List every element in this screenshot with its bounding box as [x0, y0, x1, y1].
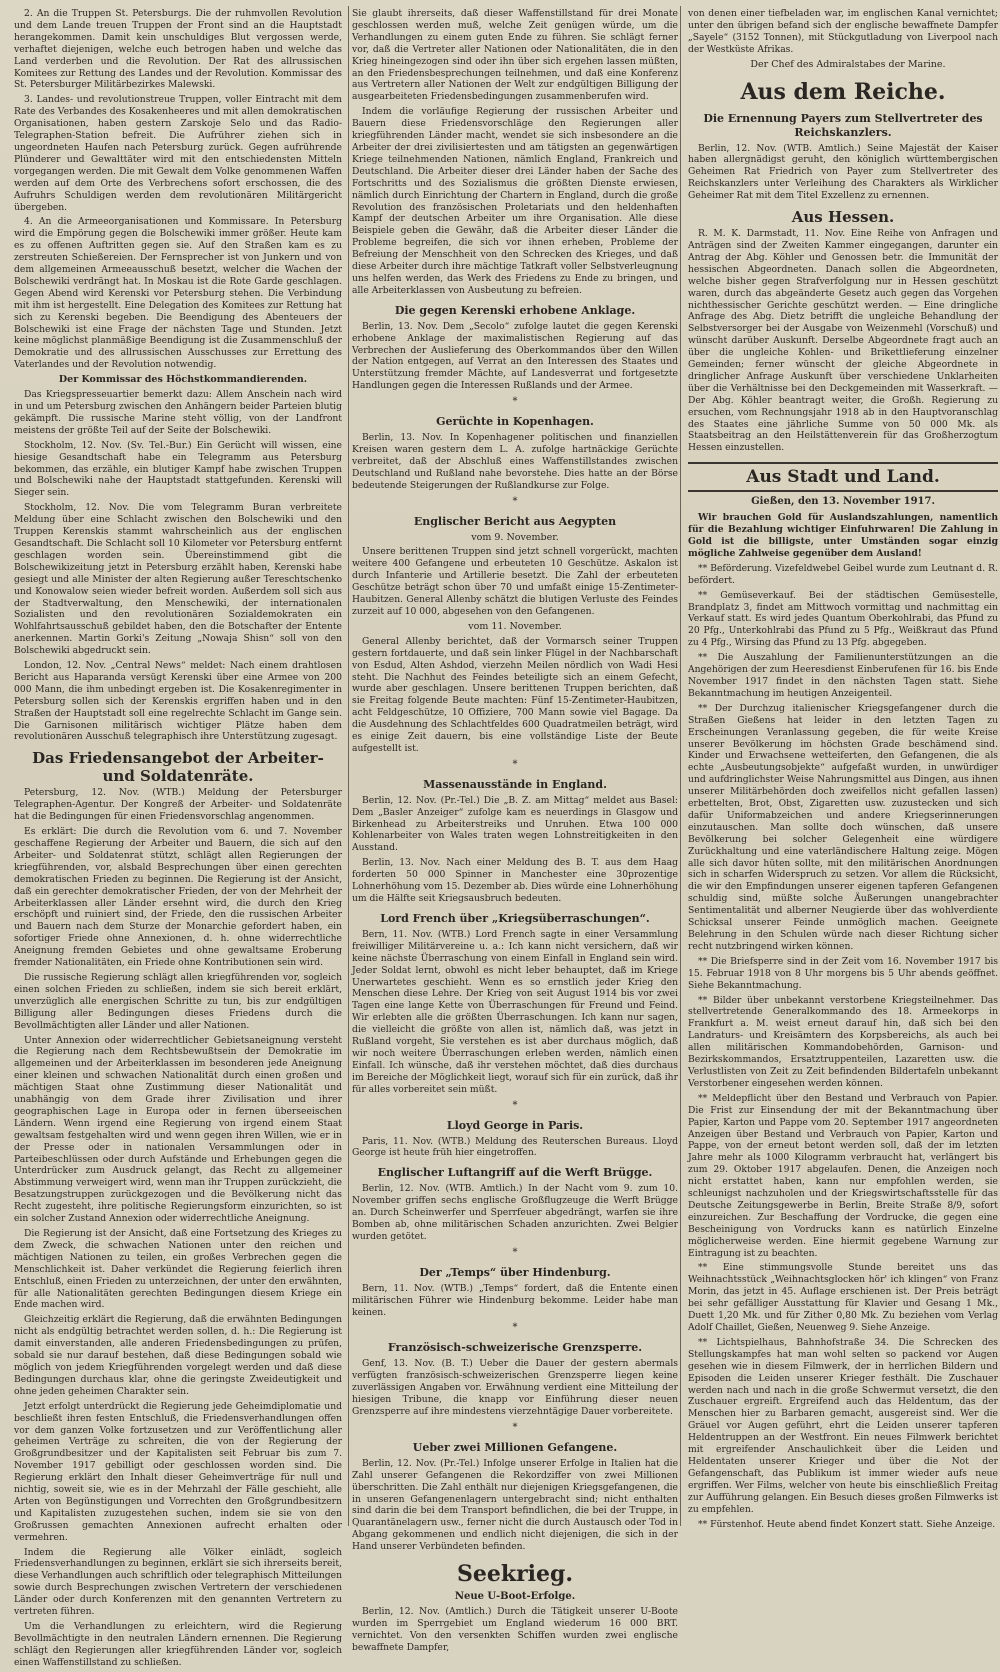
article-paragraph: 3. Landes- und revolutionstreue Truppen, voller Eintracht mit dem Rate des Verbandes des Kosakenheeres und mit allen demokratischen Organisationen, haben gestern Zarskoje Selo und das Radio-Telegraphen-Station befreit. Die Aufrührer ziehen sich in ungeordneten Haufen nach Petersburg zurück. Gegen aufrührende Plünderer und Gewalttäter wird mit den entschiedensten Mitteln vorgegangen werden. Die mit Gewalt dem Volke genommenen Waffen werden auf dem Orte des Verbrechens sofort erschossen, die des Aufruhrs Schuldigen werden dem revolutionären Militärgericht übergeben.	[14, 94, 342, 213]
article-paragraph: Unter Annexion oder widerrechtlicher Gebietsaneignung versteht die Regierung nach dem Rechtsbewußtsein der Demokratie im allgemeinen und der Arbeiterklassen im besonderen jede Aneignung einer kleinen und schwachen Nationalität durch einen großen und mächtigen Staat ohne Zustimmung dieser Nationalität und unabhängig von dem Grade ihrer Zivilisation und ihrer geographischen Lage in Europa oder in fernen überseeischen Ländern. Wenn irgend eine Regierung von irgend einem Staat gewaltsam festgehalten wird und wenn gegen ihren Willen, wie er in der Presse oder in nationalen Versammlungen oder in Parteibeschlüssen oder durch Aufstände und Erhebungen gegen die Unterdrücker zum Ausdruck gelangt, das Recht zu allgemeiner Abstimmung verweigert wird, wenn man ihr Truppen zurückzieht, die Besatzungstruppen zurückgezogen und die Bevölkerung nicht das Recht zugesteht, ihre politische Regierungsform einzurichten, so ist ein solcher Zustand Annexion oder widerrechtliche Aneignung.	[14, 1034, 342, 1225]
article-paragraph: Berlin, 12. Nov. (WTB. Amtlich.) In der Nacht vom 9. zum 10. November griffen sechs englische Großflugzeuge die Werft Brügge an. Durch Scheinwerfer und Sperrfeuer abgedrängt, warfen sie ihre Bomben ab, ohne militärischen Schaden anzurichten. Zwei Belgier wurden getötet.	[352, 1183, 678, 1242]
article-paragraph: Stockholm, 12. Nov. Die vom Telegramm Buran verbreitete Meldung über eine Schlacht zwischen den Bolschewiki und den Truppen Kerenskis stammt wahrscheinlich aus der englischen Gesandtschaft. Die Schlacht soll 10 Kilometer vor Petersburg entfernt geschlagen worden sein. Übereinstimmend gibt die Bolschewikizeitung jetzt in Petersburg erzählt haben, Kerenski habe gesiegt und alle Minister der alten Regierung außer Tereschtschenko und Konowalow seien wieder befreit worden. Außerdem soll sich aus der Stadtverwaltung, den Menschewiki, der internationalen Sozialisten und den revolutionären Sozialdemokraten ein Wohlfahrtsausschuß gebildet haben, den die Botschafter der Entente anerkennen. Martin Gorki's Zeitung „Nowaja Shisn“ soll von den Bolschewiki abgedruckt sein.	[14, 502, 342, 657]
article-paragraph: Das Kriegspresseuartier bemerkt dazu: Allem Anschein nach wird in und um Petersburg zwischen den Anhängern beider Parteien blutig gekämpft. Die russische Marine steht völlig, von der Landfront meistens der größte Teil auf der Seite der Bolschewiki.	[14, 389, 342, 436]
article-paragraph: ** Gemüseverkauf. Bei der städtischen Gemüsestelle, Brandplatz 3, findet am Mittwoch vormittag und nachmittag ein Verkauf statt. Es wird jedes Quantum Oberkohlrabi, das Pfund zu 20 Pfg., Unterkohlrabi das Pfund zu 5 Pfg., Weißkraut das Pfund zu 4 Pfg., Wirsing das Pfund zu 13 Pfg. abgegeben.	[688, 589, 998, 649]
article-paragraph: Berlin, 12. Nov. (Amtlich.) Durch die Tätigkeit unserer U-Boote wurden im Sperrgebiet um England wiederum 16 000 BRT. vernichtet. Von den versenkten Schiffen wurden zwei englische bewaffnete Dampfer,	[352, 1606, 678, 1653]
article-paragraph: Stockholm, 12. Nov. (Sv. Tel.-Bur.) Ein Gerücht will wissen, eine hiesige Gesandtschaft habe ein Telegramm aus Petersburg bekommen, das erzähle, ein blutiger Kampf habe zwischen Truppen und Bolschewiki nahe der Hauptstadt stattgefunden. Kerenski will Sieger sein.	[14, 439, 342, 499]
article-paragraph: Berlin, 13. Nov. Dem „Secolo“ zufolge lautet die gegen Kerenski erhobene Anklage der maximalistischen Regierung auf das Verbrechen der Auslieferung des Oberkommandos über den Willen der Nation entgegen, auf Verrat an den Interessen des Staates und Unterstützung fremder Mächte, auf Landesverrat und fortgesetzte Handlungen gegen die Interessen Rußlands und der Armee.	[352, 320, 678, 392]
article-headline: Lloyd George in Paris.	[446, 1118, 584, 1132]
article-paragraph: Die Regierung ist der Ansicht, daß eine Fortsetzung des Krieges zu dem Zweck, die schwachen Nationen unter den reichen und mächtigen Nationen zu teilen, ein großes Verbrechen gegen die Menschlichkeit ist. Daher verkündet die Regierung feierlich ihren Entschluß, einen Frieden zu unterzeichnen, der unter den erwähnten, für alle Nationalitäten gerechten Bedingungen diesem Kriege ein Ende machen wird.	[14, 1228, 342, 1311]
article-paragraph: ** Beförderung. Vizefeldwebel Geibel wurde zum Leutnant d. R. befördert.	[688, 562, 998, 586]
article-headline: Französisch-schweizerische Grenzsperre.	[387, 1341, 643, 1355]
article-paragraph: ** Die Briefsperre sind in der Zeit vom 16. November 1917 bis 15. Februar 1918 von 8 Uhr morgens bis 5 Uhr abends geöffnet. Siehe Bekanntmachung.	[688, 955, 998, 991]
article-headline: Das Friedensangebot der Arbeiter- und Soldatenräte.	[32, 749, 324, 786]
article-paragraph: ** Bilder über unbekannt verstorbene Kriegsteilnehmer. Das stellvertretende Generalkommando des 18. Armeekorps in Frankfurt a. M. weist erneut darauf hin, daß sich bei den Landraturs- und Kreisämtern des Korpsbereichs, als auch bei allen militärischen Kommandobehörden, Garnison- und Bezirkskommandos, Ersatztruppenteilen, Lazaretten usw. die Verlustlisten von Zeit zu Zeit befindenden Bildertafeln unbekannt Verstorbener eingesehen werden können.	[688, 994, 998, 1089]
article-headline: Der „Temps“ über Hindenburg.	[419, 1265, 611, 1279]
article-paragraph: Berlin, 12. Nov. (WTB. Amtlich.) Seine Majestät der Kaiser haben allergnädigst geruht, den königlich württembergischen Geheimen Rat Friedrich von Payer zum Stellvertreter des Reichskanzlers unter Verleihung des Charakters als Wirklicher Geheimer Rat mit dem Titel Exzellenz zu ernennen.	[688, 142, 998, 202]
article-paragraph: ** Der Durchzug italienischer Kriegsgefangener durch die Straßen Gießens hat leider in den letzten Tagen zu Erscheinungen Veranlassung gegeben, die für weite Kreise unserer Bevölkerung im höchsten Grade beschämend sind. Kinder und Erwachsene wetteiferten, den Gefangenen, die als echte „Ausbeutungsobjekte“ aufgefaßt wurden, in unwürdiger und aufdringlichster Weise Nahrungsmittel aus Dingen, aus ihnen unserer Militärbehörden doch zweifellos nicht gefallen lassen) erbettelten, Brot, Obst, Zigaretten usw. zuzustecken und sich dafür Uniformabzeichen und andere Kriegserinnerungen einzutauschen. Man sollte doch wünschen, daß unsere Bevölkerung bei solcher Gelegenheit eine würdigere Zurückhaltung und eine vaterländischere Haltung zeige. Mögen alle sich davor hüten sollte, mit den militärischen Anordnungen sich in scharfen Widerspruch zu setzen. Vor allem die Rücksicht, die wir den Empfindungen unserer eigenen tapferen Gefangenen schuldig sind, müßte solche Äußerungen unangebrachter Sentimentalität und alberner Neugierde über das wohlverdiente Schicksal unserer Feinde unmöglich machen. Geeignete Belehrung in den Schulen würde nach dieser Richtung sicher recht nutzbringend wirken können.	[688, 702, 998, 952]
column-2	[352, 8, 678, 1672]
separator: *	[512, 1421, 518, 1433]
article-paragraph: Berlin, 13. Nov. In Kopenhagener politischen und finanziellen Kreisen waren gestern dem L. A. zufolge hartnäckige Gerüchte verbreitet, daß der Abschluß eines Waffenstillstandes zwischen Deutschland und Rußland nahe bevorstehe. Dies hatte an der Börse bedeutende Steigerungen der Rußlandkurse zur Folge.	[352, 432, 678, 491]
article-paragraph: Um die Verhandlungen zu erleichtern, wird die Regierung Bevollmächtigte in den neutralen Ländern ernennen. Die Regierung schlägt den Regierungen aller kriegführenden Länder vor, sogleich einen Waffenstillstand zu schließen.	[14, 1621, 342, 1668]
article-paragraph: Indem die Regierung alle Völker einlädt, sogleich Friedensverhandlungen zu beginnen, erklärt sie sich ihrerseits bereit, diese Verhandlungen auch schriftlich oder telegraphisch Mitteilungen sowie durch Besprechungen zwischen Vertretern der verschiedenen Länder oder durch Konferenzen mit den genannten Vertretern zu vertreten führen.	[14, 1546, 342, 1618]
dateline: Gießen, den 13. November 1917.	[751, 496, 935, 508]
article-paragraph: von denen einer tiefbeladen war, im englischen Kanal vernichtet; unter den übrigen befand sich der englische bewaffnete Dampfer „Sayele“ (3152 Tonnen), mit Stückgutladung von Liverpool nach der Westküste Afrikas.	[688, 8, 998, 55]
article-paragraph: Bern, 11. Nov. (WTB.) „Temps“ fordert, daß die Entente einen militärischen Führer wie Hindenburg bekomme. Leider habe man keinen.	[352, 1282, 678, 1318]
article-paragraph: Genf, 13. Nov. (B. T.) Ueber die Dauer der gestern abermals verfügten französisch-schweizerischen Grenzsperre liegen keine zuverlässigen Angaben vor. Erwähnung verdient eine Mitteilung der hiesigen Tribune, die knapp vor Einführung dieser neuen Grenzsperre auf ihre mindestens vierzehntägige Dauer vorbereitete.	[352, 1358, 678, 1417]
article-headline: Die Ernennung Payers zum Stellvertreter des Reichskanzlers.	[703, 111, 983, 139]
article-paragraph: Indem die vorläufige Regierung der russischen Arbeiter und Bauern diese Friedensvorschläge den Regierungen aller kriegführenden Länder macht, wendet sie sich insbesondere an die Arbeiter der drei zivilisiertesten und am tätigsten an gegenwärtigen Kriege teilnehmenden Nationen, nämlich England, Frankreich und Deutschland. Die Arbeiter dieser drei Länder haben der Sache des Fortschritts und des Sozialismus die größten Dienste erwiesen, nämlich durch Einrichtung der Chartern in England, durch die große Revolution des französischen Proletariats und den heldenhaften Kampf der deutschen Arbeiter um ihre Organisation. Alle diese Beispiele geben die Gewähr, daß die Arbeiter dieser Länder die Probleme begreifen, die sich vor ihnen erheben, Probleme der Befreiung der Menschheit von den Schrecken des Krieges, und daß diese Arbeiter durch ihre mächtige Tatkraft voller Selbstverleugnung uns helfen werden, das Werk des Friedens zu Ende zu bringen, und alle Arbeiterklassen von Ausbeutung zu befreien.	[352, 106, 678, 296]
article-paragraph: General Allenby berichtet, daß der Vormarsch seiner Truppen gestern fortdauerte, und daß sein linker Flügel in der Nachbarschaft von Esdud, Alten Ashdod, vierzehn Meilen nördlich von Wadi Hesi steht. Die Nachhut des Feindes beteiligte sich an einem Gefecht, wurde aber geschlagen. Unsere berittenen Truppen berichten, daß sie Freitag folgende Beute machten: Fünf 15-Zentimeter-Haubitzen, acht Feldgeschütze, 10 Offiziere, 700 Mann sowie viel Bagage. Da die Ausdehnung des Schlachtfeldes 600 Quadratmeilen beträgt, wird es einige Zeit dauern, bis eine vollständige Liste der Beute aufgestellt ist.	[352, 635, 678, 754]
article-paragraph: Sie glaubt ihrerseits, daß dieser Waffenstillstand für drei Monate geschlossen werden muß, welche Zeit genügen würde, um die Verhandlungen zu einem guten Ende zu führen. Sie schlägt ferner vor, daß die Vertreter aller Nationen oder Nationalitäten, die in den Krieg hineingezogen sind oder ihn über sich ergehen lassen müßten, an den Friedensbesprechungen teilnehmen, und daß eine Konferenz aus Vertretern aller Nationen der Welt zur endgültigen Billigung der ausgearbeiteten Friedensbedingungen zusammenberufen wird.	[352, 8, 678, 103]
column-rule	[680, 6, 681, 1526]
article-headline: Ueber zwei Millionen Gefangene.	[412, 1440, 618, 1454]
article-headline: Neue U-Boot-Erfolge.	[454, 1591, 576, 1603]
article-headline: Die gegen Kerenski erhobene Anklage.	[394, 303, 636, 317]
article-paragraph: 4. An die Armeeorganisationen und Kommissare. In Petersburg wird die Empörung gegen die Bolschewiki immer größer. Heute kam es zu offenen Auftritten gegen sie. Auf den Straßen kam es zu zerstreuten Schießereien. Der Fernsprecher ist von Junkern und von dem allgemeinen Armeeausschuß besetzt, welcher die Wachen der Bolschewiki verdrängt hat. In Moskau ist die Rote Garde geschlagen. Gegen Abend wird Kerenski vor Petersburg stehen. Die Verbindung mit ihm ist hergestellt. Eine Delegation des Komitees zur Rettung hat sich zu Kerenski begeben. Die Beendigung des Abenteuers der Bolschewiki ist eine Frage der nächsten Tage und Stunden. Jetzt keine möglichst planmäßige Beendigung ist die Zusammenschluß der Demokratie und des allrussischen Ausschusses zur Errettung des Vaterlandes und der Revolution notwendig.	[14, 216, 342, 371]
article-paragraph: Bern, 11. Nov. (WTB.) Lord French sagte in einer Versammlung freiwilliger Militärvereine u. a.: Ich kann nicht versichern, daß wir keine nächste Überraschung von einem Einfall in England sein wird. Jeder Soldat lernt, obwohl es nicht leber behauptet, daß im Kriege Unerwartetes geschieht. Wenn es so ernstlich jeder Krieg den Menschen diese Lehre. Der Krieg von seit August 1914 bis vor zwei Tagen eine lange Kette von Überraschungen für Freund und Feind. Wir erlebten alle die größten Überraschungen. Ich kann nur sagen, die vielleicht die größte von allen ist, nämlich daß, was jetzt in Rußland vorgeht, Sie verstehen es ist aber durchaus möglich, daß wir noch weitere Überraschungen erleben werden, nämlich einen Einfall. Ich wünsche, daß ihr verstehen möchtet, daß dies durchaus im Bereiche der Möglichkeit liegt, worauf sich für ein zurück, daß ihr für alles vorbereitet sein müßt.	[352, 928, 678, 1095]
article-paragraph: Jetzt erfolgt unterdrückt die Regierung jede Geheimdiplomatie und beschließt ihren festen Entschluß, die Friedensverhandlungen offen vor dem ganzen Volke fortzusetzen und zur Veröffentlichung aller geheimen Verträge zu schreiten, die von der Regierung der Großgrundbesitzer und der Kapitalisten seit Februar bis zum 7. November 1917 gebilligt oder geschlossen worden sind. Die Regierung erklärt den Inhalt dieser Geheimverträge für null und nichtig, soweit sie, wie es in der Mehrzahl der Fälle geschieht, alle Arten von Begünstigungen und Vorrechten den Großgrundbesitzern und Kapitalisten zuzugestehen suchen, indem sie sie von den Großrussen gemachten Annexionen aufrecht erhalten oder vermehren.	[14, 1400, 342, 1543]
article-subheadline: vom 9. November.	[471, 531, 559, 543]
article-paragraph: ** Eine stimmungsvolle Stunde bereitet uns das Weihnachtsstück „Weihnachtsglocken hör' ich klingen“ von Franz Morin, das jetzt in 45. Auflage erschienen ist. Der Preis beträgt bei sehr gefälliger Ausstattung für Klavier und Gesang 1 Mk., Duett 1,20 Mk. und für Zither 0,80 Mk. Zu beziehen vom Verlag Adolf Chaillet, Gießen, Neuenweg 9. Siehe Anzeige.	[688, 1262, 998, 1333]
section-headline: Seekrieg.	[456, 1561, 574, 1588]
separator: *	[512, 1099, 518, 1111]
article-paragraph: Berlin, 12. Nov. (Pr.-Tel.) Infolge unserer Erfolge in Italien hat die Zahl unserer Gefangenen die Rekordziffer von zwei Millionen überschritten. Die Zahl enthält nur diejenigen Kriegsgefangenen, die in unseren Gefangenenlagern untergebracht sind; nicht enthalten sind darin die bei dem Transport befindlichen, die bei der Truppe, in Quarantänelagern usw., ferner nicht die durch Austausch oder Tod in Abgang gekommenen und endlich nicht diejenigen, die sich in der Hand unserer Verbündeten befinden.	[352, 1457, 678, 1553]
article-paragraph: Unsere berittenen Truppen sind jetzt schnell vorgerückt, machten weitere 400 Gefangene und erbeuteten 10 Geschütze. Askalon ist durch Infanterie und Artillerie besetzt. Die Zahl der erbeuteten Geschütze beträgt schon über 70 und umfaßt einige 15-Zentimeter-Haubitzen. General Allenby schätzt die blutigen Verluste des Feindes zurzeit auf 10 000, abgesehen von den Gefangenen.	[352, 546, 678, 617]
article-paragraph: Petersburg, 12. Nov. (WTB.) Meldung der Petersburger Telegraphen-Agentur. Der Kongreß der Arbeiter- und Soldatenräte hat die Bedingungen für einen Friedensvorschlag angenommen.	[14, 787, 342, 823]
article-headline: Lord French über „Kriegsüberraschungen“.	[380, 911, 650, 925]
section-headline: Aus Hessen.	[791, 208, 895, 227]
separator: *	[512, 1246, 518, 1258]
article-paragraph: ** Die Auszahlung der Familienunterstützungen an die Angehörigen der zum Heeresdienst Einberufenen für 16. bis Ende November 1917 findet in den nächsten Tagen statt. Siehe Bekanntmachung im heutigen Anzeigenteil.	[688, 652, 998, 699]
column-rule	[348, 6, 349, 1526]
section-headline: Aus Stadt und Land.	[688, 462, 998, 492]
article-headline: Englischer Luftangriff auf die Werft Brügge.	[377, 1166, 653, 1180]
article-paragraph: Die russische Regierung schlägt allen kriegführenden vor, sogleich einen solchen Frieden zu schließen, indem sie sich bereit erklärt, unverzüglich alle energischen Schritte zu tun, bis zur endgültigen Billigung aller Bedingungen dieses Friedens durch die Bevollmächtigten aller Länder und aller Nationen.	[14, 971, 342, 1031]
column-3	[688, 8, 998, 1672]
section-headline: Aus dem Reiche.	[740, 78, 946, 105]
article-paragraph: ** Lichtspielhaus, Bahnhofstraße 34. Die Schrecken des Stellungskampfes hat man wohl selten so packend vor Augen gesehen wie in diesem Filmwerk, der in herrlichen Bildern und Episoden die Leiden unserer Krieger festhält. Die Zuschauer werden nach und nach in die große Schwermut versetzt, die den Zuschauer ergreift. Ergreifend auch das Heldentum, das der Menschen hier zu Barbaren gemacht, ausgereist sind. Wer die Gräuel vor Augen geführt, ehrt die Leiden unserer tapferen Heldentruppen an der Westfront. Ein neues Filmwerk berichtet mit ergreifender Anschaulichkeit über die Leiden und Heldentaten unserer Krieger und über die Not der Gefangenschaft, das Publikum ist immer wieder aufs neue ergriffen. Wer Films, welcher von heute bis einschließlich Freitag zur Aufführung gelangen. Ein Besuch dieses großen Filmwerks ist zu empfehlen.	[688, 1336, 998, 1515]
article-paragraph: Berlin, 12. Nov. (Pr.-Tel.) Die „B. Z. am Mittag“ meldet aus Basel: Dem „Basler Anzeiger“ zufolge kam es neuerdings in Glasgow und Birkenhead zu Arbeiterstreiks und Unruhen. Etwa 100 000 Kohlenarbeiter von Wales traten wegen Lohnstreitigkeiten in den Ausstand.	[352, 794, 678, 854]
separator: *	[512, 396, 518, 408]
signature-line: Der Kommissar des Höchstkommandierenden.	[58, 374, 308, 386]
article-paragraph: Es erklärt: Die durch die Revolution vom 6. und 7. November geschaffene Regierung der Arbeiter und Bauern, die sich auf den Arbeiter- und Soldatenrat stützt, schlägt allen Regierungen der kriegführenden, vor, alsbald Besprechungen über einen gerechten demokratischen Frieden zu beginnen. Die Regierung ist der Ansicht, daß ein gerechter demokratischer Frieden, der von der Mehrheit der Arbeiterklassen aller Länder ersehnt wird, die durch den Krieg erschöpft und ruiniert sind, der Friede, den die russischen Arbeiter und Bauern nach dem Sturze der Monarchie gefordert haben, ein sofortiger Friede ohne Annexionen, d. h. ohne widerrechtliche Aneignung fremden Gebietes und ohne gewaltsame Eroberung fremder Nationalitäten, ein Friede ohne Kontributionen sein wird.	[14, 826, 342, 969]
article-paragraph: ** Meldepflicht über den Bestand und Verbrauch von Papier. Die Frist zur Einsendung der mit der Bekanntmachung über Papier, Karton und Pappe vom 20. September 1917 angeordneten Anzeigen über Bestand und Verbrauch von Papier, Karton und Pappe, von der erneut betont werden soll, daß der im letzten Jahre mehr als 1000 Kilogramm verbraucht hat, verlängert bis zum 29. Oktober 1917 abgelaufen. Denen, die Anzeigen noch nicht erstattet haben, kann nur empfohlen werden, sie schleunigst nachzuholen und der Kriegswirtschaftsstelle für das Deutsche Zeitungsgewerbe in Berlin, Breite Straße 8/9, sofort einzureichen. Zur Beschaffung der Vordrucke, die gegen eine Bescheinigung von Vordrucks kann es natürlich Einzelne möglicherweise werden. Eine hiermit gegebene Warnung zur Eintragung ist zu beachten.	[688, 1092, 998, 1259]
article-subheadline: vom 11. November.	[468, 620, 562, 632]
article-paragraph: London, 12. Nov. „Central News“ meldet: Nach einem drahtlosen Bericht aus Haparanda versügt Kerenski über eine Armee von 200 000 Mann, die ihm unbedingt ergeben ist. Die Kosakenregimenter in Petersburg sollen sich der Kerenskis ergriffen haben und in den Straßen der Hauptstadt soll eine regelrechte Schlacht im Gange sein. Die Garnisonen militärisch wichtiger Plätze haben dem revolutionären Ausschuß telegraphisch ihre Unterstützung zugesagt.	[14, 660, 342, 743]
column-1	[14, 8, 342, 1672]
separator: *	[512, 758, 518, 770]
signature-line: Der Chef des Admiralstabes der Marine.	[750, 58, 946, 70]
article-paragraph: Paris, 11. Nov. (WTB.) Meldung des Reuterschen Bureaus. Lloyd George ist heute früh hier eingetroffen.	[352, 1135, 678, 1159]
article-paragraph: ** Fürstenhof. Heute abend findet Konzert statt. Siehe Anzeige.	[698, 1518, 996, 1530]
article-paragraph: R. M. K. Darmstadt, 11. Nov. Eine Reihe von Anfragen und Anträgen sind der Zweiten Kammer eingegangen, darunter ein Antrag der Abg. Köhler und Genossen betr. die Immunität der hessischen Abgeordneten. Danach sollen die Abgeordneten, welche bisher gegen Strafverfolgung nur in Hessen geschützt waren, durch das abgeänderte Gesetz auch gegen das Vorgehen nichthessischer Gerichte geschützt werden. — Eine dringliche Anfrage des Abg. Dietz betrifft die ungleiche Behandlung der Selbstversorger bei der Ausgabe von Weizenmehl (Vorschuß) und wünscht darüber Auskunft. Derselbe Abgeordnete fragt auch an über die ungleiche Kohlen- und Brikettlieferung einzelner Gemeinden; ferner wünscht der gleiche Abgeordnete in dringlicher Anfrage Auskunft über verschiedene Unklarheiten über die Verhältnisse bei den Deckgemeinden mit Wasserkraft. — Der Abg. Köhler beantragt weiter, die Großh. Regierung zu ersuchen, vom Rechnungsjahr 1918 ab in den Hauptvoranschlag des Staates eine jährliche Summe von 50 000 Mk. als Staatsbeitrag an den Heilstättenverein für das Großherzogtum Hessen einzustellen.	[688, 228, 998, 454]
article-headline: Gerüchte in Kopenhagen.	[436, 415, 594, 429]
separator: *	[512, 495, 518, 507]
separator: *	[512, 1322, 518, 1334]
article-headline: Massenausstände in England.	[423, 777, 607, 791]
article-paragraph: Gleichzeitig erklärt die Regierung, daß die erwähnten Bedingungen nicht als endgültig betrachtet werden sollen, d. h.: Die Regierung ist damit einverstanden, alle anderen Friedensbedingungen zu prüfen, sobald sie nur darauf bestehen, daß diese Bedingungen sobald wie möglich von jedem Kriegführenden vorgelegt werden und daß diese Bedingungen durchaus klar, ohne die geringste Zweideutigkeit und ohne jeden geheimen Charakter sein.	[14, 1314, 342, 1397]
article-paragraph: 2. An die Truppen St. Petersburgs. Die der ruhmvollen Revolution und dem Lande treuen Truppen der Front sind an die Hauptstadt herangekommen. Damit kein unschuldiges Blut vergossen werde, verhaftet diejenigen, welche euch betrogen haben und welche das Land verderben und die Revolution. Der Rat des allrussischen Komitees zur Rettung des Landes und der Revolution. Kommissar des St. Petersburger Militärbezirkes Malewski.	[14, 8, 342, 91]
article-headline: Englischer Bericht aus Aegypten	[413, 514, 617, 528]
article-paragraph: Wir brauchen Gold für Auslandszahlungen, namentlich für die Bezahlung wichtiger Einfuhrwaren! Die Zahlung in Gold ist die billigste, unter Umständen sogar einzig mögliche Zahlweise gegenüber dem Ausland!	[688, 512, 998, 559]
article-paragraph: Berlin, 13. Nov. Nach einer Meldung des B. T. aus dem Haag forderten 50 000 Spinner in Manchester eine 30prozentige Lohnerhöhung vom 15. Dezember ab. Dies würde eine Lohnerhöhung um die Hälfte seit Kriegsausbruch bedeuten.	[352, 857, 678, 904]
